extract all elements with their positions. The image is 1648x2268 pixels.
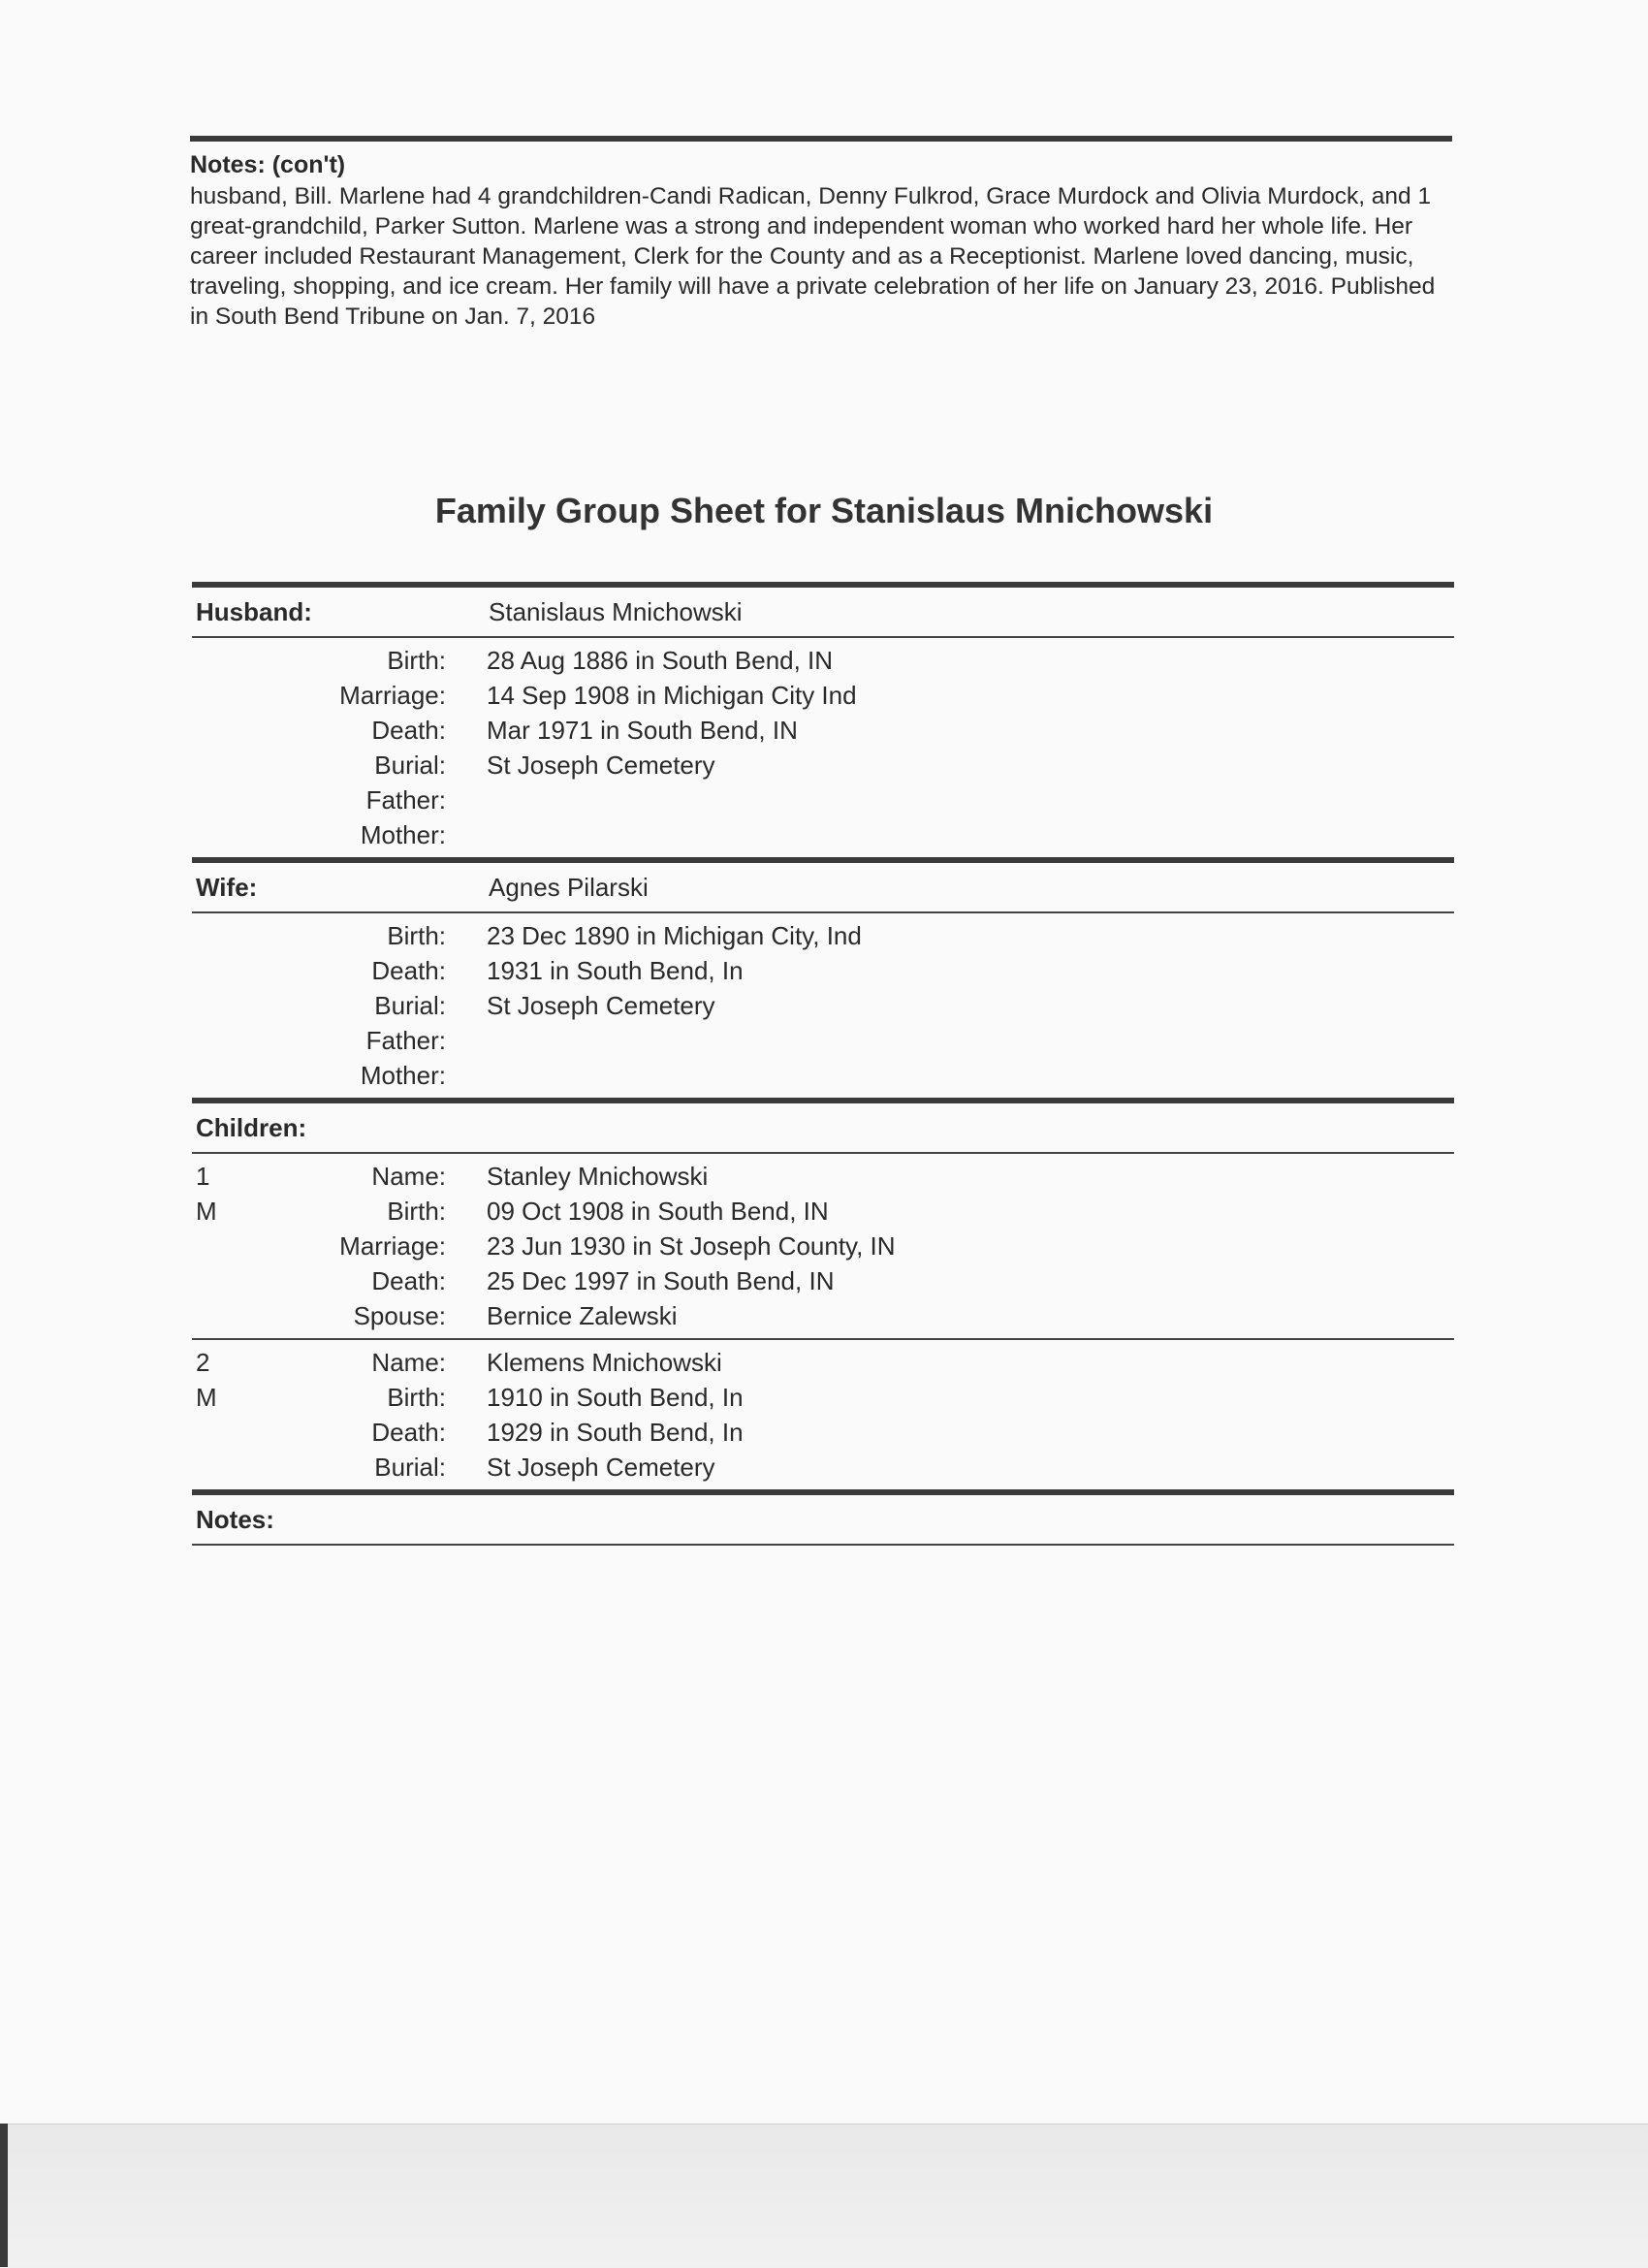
child-entry	[192, 1340, 1454, 1489]
fact-row	[192, 1262, 1454, 1297]
fact-label: Burial:	[374, 751, 446, 780]
fact-label: Marriage:	[339, 681, 446, 710]
fact-row	[192, 677, 1454, 712]
husband-header	[192, 588, 1454, 636]
fact-row	[192, 642, 1454, 677]
fact-label: Burial:	[374, 1453, 446, 1482]
fact-label: Birth:	[387, 1383, 446, 1412]
wife-header	[192, 863, 1454, 911]
fact-value: 25 Dec 1997 in South Bend, IN	[487, 1266, 835, 1295]
child-entry	[192, 1154, 1454, 1338]
fact-row	[192, 1228, 1454, 1262]
fact-value: Mar 1971 in South Bend, IN	[487, 716, 798, 745]
fact-row	[192, 1414, 1454, 1449]
fact-value: 09 Oct 1908 in South Bend, IN	[487, 1197, 829, 1226]
wife-label: Wife:	[196, 873, 258, 902]
fact-value: 14 Sep 1908 in Michigan City Ind	[487, 681, 857, 710]
page-title: Family Group Sheet for Stanislaus Mnichowski	[434, 491, 1214, 530]
fact-row	[192, 1022, 1454, 1057]
fact-label: Father:	[365, 785, 446, 815]
fact-value: 23 Jun 1930 in St Joseph County, IN	[487, 1231, 896, 1261]
children-header	[192, 1103, 1454, 1152]
fact-value: 1910 in South Bend, In	[487, 1383, 744, 1412]
scan-shadow-bottom	[0, 2124, 1648, 2268]
fact-value: 28 Aug 1886 in South Bend, IN	[487, 646, 834, 675]
fact-row	[192, 747, 1454, 782]
notes-continued-section	[190, 136, 1452, 332]
fact-label: Death:	[371, 716, 446, 745]
notes-label: Notes:	[196, 1505, 274, 1534]
fact-label: Name:	[371, 1162, 446, 1191]
fact-value: Stanley Mnichowski	[487, 1162, 709, 1191]
divider	[190, 136, 1452, 142]
fact-row	[192, 1193, 1454, 1228]
child-number: 1	[196, 1162, 210, 1191]
fact-label: Spouse:	[353, 1301, 446, 1330]
fact-row	[192, 917, 1454, 952]
husband-label: Husband:	[196, 597, 312, 626]
fact-row	[192, 1057, 1454, 1092]
fact-value: St Joseph Cemetery	[487, 991, 715, 1020]
fact-row	[192, 1344, 1454, 1379]
husband-facts	[192, 638, 1454, 857]
husband-name: Stanislaus Mnichowski	[489, 597, 743, 626]
fact-label: Birth:	[387, 646, 446, 675]
scan-edge-left	[0, 2124, 8, 2267]
fact-row	[192, 1297, 1454, 1332]
fact-value: St Joseph Cemetery	[487, 1453, 715, 1482]
fact-label: Death:	[371, 956, 446, 985]
fact-row	[192, 952, 1454, 987]
fact-value: 1931 in South Bend, In	[487, 956, 744, 985]
notes-continued-heading: Notes: (con't)	[190, 151, 346, 178]
fact-value: 1929 in South Bend, In	[487, 1418, 744, 1447]
fact-label: Death:	[371, 1418, 446, 1447]
fact-row	[192, 1449, 1454, 1484]
children-label: Children:	[196, 1113, 307, 1142]
fact-label: Marriage:	[339, 1231, 446, 1261]
fact-label: Death:	[371, 1266, 446, 1295]
notes-continued-text: husband, Bill. Marlene had 4 grandchildren-Candi Radican, Denny Fulkrod, Grace Murdock and Olivia Murdock, and 1 great-grandchild, Parker Sutton. Marlene was a strong and independent woman who worked hard her whole life. Her career included Restaurant Management, Clerk for the County and as a Receptionist. Marlene loved dancing, music, traveling, shopping, and ice cream. Her family will have a private celebration of her life on January 23, 2016. Published in South Bend Tribune on Jan. 7, 2016	[190, 183, 1436, 330]
child-number: 2	[196, 1348, 210, 1377]
fact-label: Mother:	[360, 820, 446, 849]
child-sex: M	[196, 1383, 217, 1412]
fact-row	[192, 1379, 1454, 1414]
fact-label: Name:	[371, 1348, 446, 1377]
fact-value: 23 Dec 1890 in Michigan City, Ind	[487, 921, 862, 950]
fact-label: Father:	[365, 1026, 446, 1055]
fact-label: Birth:	[387, 921, 446, 950]
notes-header	[192, 1495, 1454, 1544]
fact-label: Birth:	[387, 1197, 446, 1226]
fact-row	[192, 987, 1454, 1022]
fact-row	[192, 816, 1454, 851]
fact-value: St Joseph Cemetery	[487, 751, 715, 780]
fact-row	[192, 712, 1454, 747]
divider	[192, 1544, 1454, 1546]
fact-row	[192, 782, 1454, 816]
wife-facts	[192, 913, 1454, 1098]
fact-label: Mother:	[360, 1061, 446, 1090]
fact-value: Klemens Mnichowski	[487, 1348, 722, 1377]
fact-row	[192, 1158, 1454, 1193]
wife-name: Agnes Pilarski	[489, 873, 649, 902]
fact-value: Bernice Zalewski	[487, 1301, 678, 1330]
fact-label: Burial:	[374, 991, 446, 1020]
child-sex: M	[196, 1197, 217, 1226]
family-group-sheet	[192, 582, 1454, 1546]
